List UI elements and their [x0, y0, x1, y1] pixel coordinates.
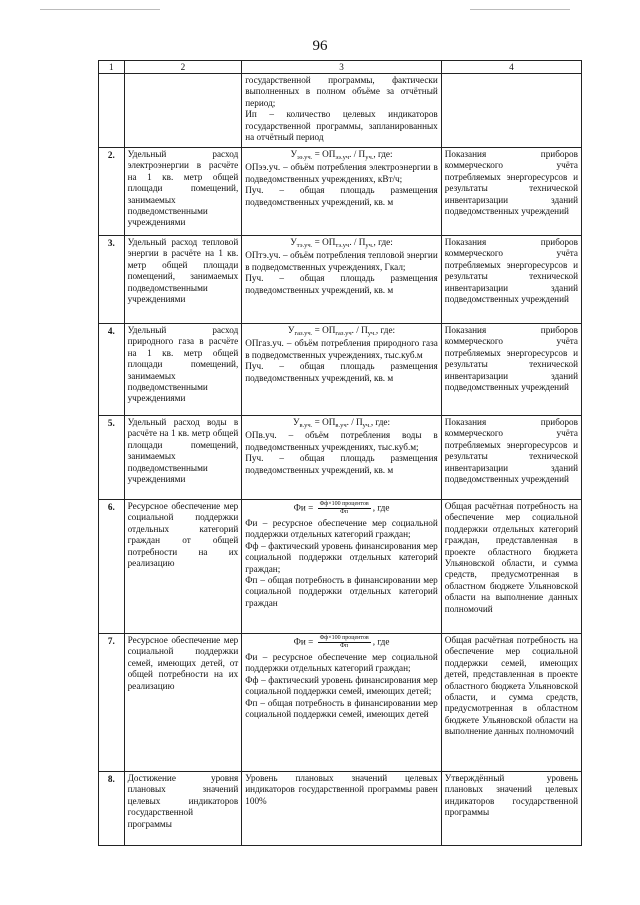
- formula: Фи = $\frac{\text{Фф×100 процентов}}{Фп}$ , где: [293, 501, 390, 515]
- formula-cell: [242, 500, 442, 634]
- row-number: 6.: [99, 500, 125, 634]
- indicator-name: Удельный расход тепловой энергии в расчёте на 1 кв. метр общей площади помещений, занимаемых подведомственными учреждениями: [124, 236, 242, 324]
- formula-cell: [242, 416, 442, 500]
- header-col-1: 1: [99, 61, 125, 74]
- formula: $У_{ээ.уч.} = ОП_{ээ.уч}$. / $П_{уч.}$, где:: [290, 149, 393, 161]
- scan-artifact: [40, 9, 160, 10]
- row-number: 7.: [99, 634, 125, 772]
- row-number: 5.: [99, 416, 125, 500]
- formula-definition: ОПгаз.уч. – объём потребления природного газа в подведомственных учреждениях, тыс.куб.м: [245, 338, 438, 360]
- header-col-2: 2: [124, 61, 242, 74]
- data-source: Показания приборов коммерческого учёта потребляемых энергоресурсов и результаты технической инвентаризации зданий подведомственных учреждений: [441, 416, 581, 500]
- table-row: [99, 416, 582, 500]
- formula-definition: Фп – общая потребность в финансировании мер социальной поддержки семей, имеющих детей: [245, 697, 438, 720]
- data-source: Показания приборов коммерческого учёта потребляемых энергоресурсов и результаты технической инвентаризации зданий подведомственных учреждений: [441, 148, 581, 236]
- fraction: $\frac{\text{Фф×100 процентов}}{Фп}$: [319, 635, 369, 649]
- data-source: Общая расчётная потребность на обеспечение мер социальной поддержки семей, имеющих детей, представленная в проекте областного бюджета Ульяновской области, и сумма средств, предусмотренная в областном бюджете Ульяновской области на выполнение данных полномочий: [441, 634, 581, 772]
- table-row: [99, 236, 582, 324]
- formula-definition: Пуч. – общая площадь размещения подведомственных учреждений, кв. м: [245, 361, 438, 383]
- formula-cell: [242, 236, 442, 324]
- formula-definition: Фф – фактический уровень финансирования мер социальной поддержки семей, имеющих детей;: [245, 674, 438, 697]
- header-col-3: 3: [242, 61, 442, 74]
- page-number: 96: [312, 38, 328, 54]
- data-source: Показания приборов коммерческого учёта потребляемых энергоресурсов и результаты технической инвентаризации зданий подведомственных учреждений: [441, 324, 581, 416]
- data-source: Общая расчётная потребность на обеспечение мер социальной поддержки отдельных категорий граждан, представленная в проекте областного бюджета Ульяновской области, и сумма средств, предусмотренная в областном бюджете Ульяновской области на выполнение данных полномочий: [441, 500, 581, 634]
- row-number: 3.: [99, 236, 125, 324]
- indicator-name: Достижение уровня плановых значений целевых индикаторов государственной программы: [124, 772, 242, 846]
- formula-definition: Пуч. – общая площадь размещения подведомственных учреждений, кв. м: [245, 273, 438, 295]
- continuation-cell: [242, 74, 442, 148]
- formula: $У_{в.уч.} = ОП_{в.уч}$. / $П_{уч.}$, где:: [292, 417, 391, 429]
- formula: Фи = $\frac{\text{Фф×100 процентов}}{Фп}$ , где: [293, 635, 390, 649]
- table-header-row: [99, 61, 582, 74]
- formula-cell: [242, 148, 442, 236]
- continuation-text: государственной программы, фактически выполненных в полном объёме за отчётный период;: [245, 75, 438, 108]
- table-row: [99, 500, 582, 634]
- table-row: [99, 634, 582, 772]
- indicator-name: Ресурсное обеспечение мер социальной поддержки отдельных категорий граждан от общей потребности на их реализацию: [124, 500, 242, 634]
- formula-cell: [242, 634, 442, 772]
- formula-definition: Фи – ресурсное обеспечение мер социальной поддержки отдельных категорий граждан;: [245, 518, 438, 540]
- row-number: 8.: [99, 772, 125, 846]
- row-number: 4.: [99, 324, 125, 416]
- scan-artifact: [470, 9, 570, 10]
- indicator-name: Удельный расход электроэнергии в расчёте на 1 кв. метр общей площади помещений, занимаемых подведомственными учреждениями: [124, 148, 242, 236]
- table-row-continuation: [99, 74, 582, 148]
- header-col-4: 4: [441, 61, 581, 74]
- formula-definition: ОПв.уч. – объём потребления воды в подведомственных учреждениях, тыс.куб.м;: [245, 430, 438, 452]
- indicator-name: Удельный расход воды в расчёте на 1 кв. метр общей площади помещений, занимаемых подведомственными учреждениями: [124, 416, 242, 500]
- table-row: [99, 772, 582, 846]
- data-source: Утверждённый уровень плановых значений целевых индикаторов государственной программы: [441, 772, 581, 846]
- formula-definition: ОПтэ.уч. – объём потребления тепловой энергии в подведомственных учреждениях, Гкал;: [245, 250, 438, 272]
- formula-definition: Фи – ресурсное обеспечение мер социальной поддержки отдельных категорий граждан;: [245, 652, 438, 674]
- row-number: 2.: [99, 148, 125, 236]
- formula-cell: [242, 324, 442, 416]
- formula-definition: Фф – фактический уровень финансирования мер социальной поддержки отдельных категорий граждан;: [245, 540, 438, 574]
- data-source: Показания приборов коммерческого учёта потребляемых энергоресурсов и результаты технической инвентаризации зданий подведомственных учреждений: [441, 236, 581, 324]
- continuation-ip: Ип – количество целевых индикаторов государственной программы, запланированных на отчётный период: [245, 109, 438, 143]
- formula: $У_{газ.уч.} = ОП_{газ.уч}$. / $П_{уч.}$, где:: [287, 325, 396, 337]
- indicator-name: Ресурсное обеспечение мер социальной поддержки семей, имеющих детей, от общей потребности на их реализацию: [124, 634, 242, 772]
- indicator-name: Удельный расход природного газа в расчёте на 1 кв. метр общей площади помещений, занимаемых подведомственными учреждениями: [124, 324, 242, 416]
- table-row: [99, 324, 582, 416]
- formula-definition: ОПээ.уч. – объём потребления электроэнергии в подведомственных учреждениях, кВт/ч;: [245, 162, 438, 184]
- formula: $У_{тэ.уч.} = ОП_{тэ.уч}$. / $П_{уч.}$, где:: [290, 237, 393, 249]
- indicator-table: [98, 60, 582, 846]
- formula-definition: Пуч. – общая площадь размещения подведомственных учреждений, кв. м: [245, 453, 438, 475]
- formula-cell: Уровень плановых значений целевых индикаторов государственной программы равен 100%: [242, 772, 442, 846]
- table-row: [99, 148, 582, 236]
- formula-definition: Фп – общая потребность в финансировании мер социальной поддержки отдельных категорий граждан: [245, 575, 438, 608]
- fraction: $\frac{\text{Фф×100 процентов}}{Фп}$: [319, 501, 369, 515]
- formula-definition: Пуч. – общая площадь размещения подведомственных учреждений, кв. м: [245, 185, 438, 207]
